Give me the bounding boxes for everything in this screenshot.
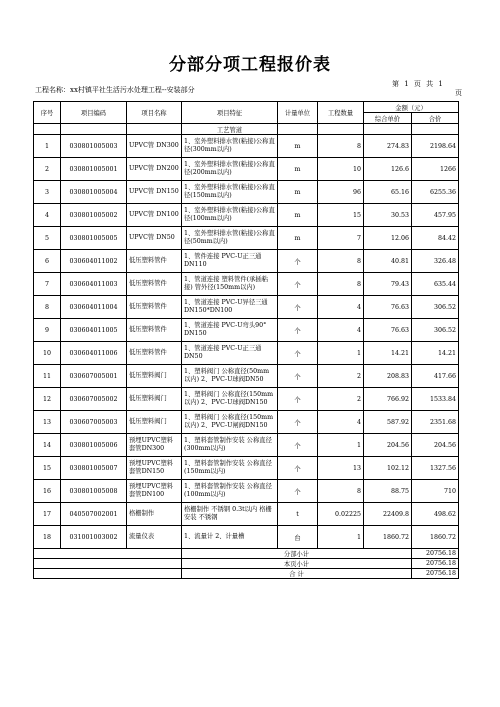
cell-code: 030801005007 xyxy=(61,457,127,480)
cell-total: 326.48 xyxy=(412,250,459,273)
cell-seq: 18 xyxy=(34,526,61,549)
cell-total: 710 xyxy=(412,480,459,503)
table-row xyxy=(34,526,459,549)
cell-unit: 台 xyxy=(278,526,318,549)
header-total: 合价 xyxy=(412,113,459,124)
cell-total: 2351.68 xyxy=(412,411,459,434)
cell-unit-price: 766.92 xyxy=(364,388,412,411)
cell-feature: 1、室外塑料排水管(粘接)公称直径(50mm以内) xyxy=(182,227,278,250)
cell-unit: 个 xyxy=(278,365,318,388)
cell-unit: 个 xyxy=(278,273,318,296)
summary-total: 20756.18 xyxy=(412,549,459,559)
cell-code: 030801005005 xyxy=(61,227,127,250)
cell-seq: 3 xyxy=(34,181,61,204)
cell-qty: 4 xyxy=(318,411,364,434)
table-row xyxy=(34,204,459,227)
cell-unit-price: 208.83 xyxy=(364,365,412,388)
cell-feature: 1、室外塑料排水管(粘接)公称直径(150mm以内) xyxy=(182,181,278,204)
cell-unit-price: 1860.72 xyxy=(364,526,412,549)
cell-code: 030801005002 xyxy=(61,204,127,227)
cell-total: 1533.84 xyxy=(412,388,459,411)
cell-unit: 个 xyxy=(278,480,318,503)
cell-unit-price: 22409.8 xyxy=(364,503,412,526)
cell-unit-price: 274.83 xyxy=(364,135,412,158)
summary-row xyxy=(34,549,459,559)
table-row xyxy=(34,319,459,342)
cell-code: 030604011003 xyxy=(61,273,127,296)
cell-feature: 1、塑料阀门 公称直径(150mm以内) 2、PVC-U闸阀DN150 xyxy=(182,411,278,434)
cell-feature: 1、管道连接 PVC-U异径三通 DN150*DN100 xyxy=(182,296,278,319)
cell-code: 030801005001 xyxy=(61,158,127,181)
cell-total: 6255.36 xyxy=(412,181,459,204)
cell-qty: 2 xyxy=(318,388,364,411)
cell-code: 031001003002 xyxy=(61,526,127,549)
summary-row xyxy=(34,569,459,579)
cell-qty: 8 xyxy=(318,135,364,158)
cell-unit: t xyxy=(278,503,318,526)
cell-code: 030607005001 xyxy=(61,365,127,388)
cell-qty: 4 xyxy=(318,319,364,342)
cell-unit: 个 xyxy=(278,342,318,365)
cell-seq: 2 xyxy=(34,158,61,181)
table-row xyxy=(34,250,459,273)
cell-feature: 1、管道连接 PVC-U正三通DN50 xyxy=(182,342,278,365)
cell-name: 低压塑料管件 xyxy=(127,319,182,342)
cell-total: 635.44 xyxy=(412,273,459,296)
cell-feature: 格栅制作 不锈钢 0.3t以内 格栅安装 不锈钢 xyxy=(182,503,278,526)
cell-unit-price: 88.75 xyxy=(364,480,412,503)
cell-unit-price: 76.63 xyxy=(364,319,412,342)
cell-qty: 1 xyxy=(318,434,364,457)
cell-code: 030604011002 xyxy=(61,250,127,273)
cell-name: UPVC管 DN100 xyxy=(127,204,182,227)
cell-name: 低压塑料管件 xyxy=(127,273,182,296)
cell-seq: 14 xyxy=(34,434,61,457)
cell-unit-price: 126.6 xyxy=(364,158,412,181)
cell-unit: 个 xyxy=(278,250,318,273)
cell-qty: 8 xyxy=(318,480,364,503)
cell-feature: 1、塑料阀门 公称直径(50mm以内) 2、PVC-U球阀DN50 xyxy=(182,365,278,388)
cell-seq: 13 xyxy=(34,411,61,434)
cell-qty: 7 xyxy=(318,227,364,250)
cell-feature: 1、塑料套管制作安装 公称直径(150mm以内) xyxy=(182,457,278,480)
cell-qty: 8 xyxy=(318,273,364,296)
cell-feature: 1、流量计 2、计量槽 xyxy=(182,526,278,549)
page-info-line2: 页 xyxy=(455,89,462,97)
summary-total: 20756.18 xyxy=(412,559,459,569)
cell-seq: 6 xyxy=(34,250,61,273)
summary-label: 分部小计 xyxy=(182,549,412,559)
cell-unit-price: 40.81 xyxy=(364,250,412,273)
cell-code: 030801005003 xyxy=(61,135,127,158)
cell-unit: m xyxy=(278,204,318,227)
summary-label: 本页小计 xyxy=(182,559,412,569)
cell-code: 030604011005 xyxy=(61,319,127,342)
cell-unit: m xyxy=(278,158,318,181)
table-row xyxy=(34,480,459,503)
cell-unit: 个 xyxy=(278,319,318,342)
cell-unit-price: 587.92 xyxy=(364,411,412,434)
summary-total: 20756.18 xyxy=(412,569,459,579)
cell-seq: 10 xyxy=(34,342,61,365)
cell-unit-price: 14.21 xyxy=(364,342,412,365)
cell-feature: 1、管道连接 PVC-U弯头90° DN150 xyxy=(182,319,278,342)
table-row xyxy=(34,342,459,365)
cell-name: UPVC管 DN200 xyxy=(127,158,182,181)
header-seq: 序号 xyxy=(34,102,61,124)
cell-unit-price: 76.63 xyxy=(364,296,412,319)
cell-feature: 1、管道连接 塑料管件(承插粘接) 管外径(150mm以内) xyxy=(182,273,278,296)
cell-total: 417.66 xyxy=(412,365,459,388)
cell-unit-price: 30.53 xyxy=(364,204,412,227)
header-code: 项目编码 xyxy=(61,102,127,124)
project-name: 工程名称：xx村镇平社生活污水处理工程--安装部分 xyxy=(35,86,195,94)
cell-name: 低压塑料管件 xyxy=(127,296,182,319)
cell-unit: 个 xyxy=(278,296,318,319)
table-row xyxy=(34,135,459,158)
cell-unit: 个 xyxy=(278,434,318,457)
cell-unit-price: 12.06 xyxy=(364,227,412,250)
cell-code: 030801005004 xyxy=(61,181,127,204)
cell-unit: m xyxy=(278,181,318,204)
table-row xyxy=(34,388,459,411)
cell-unit: 个 xyxy=(278,388,318,411)
cell-seq: 9 xyxy=(34,319,61,342)
cell-code: 030801005006 xyxy=(61,434,127,457)
cell-unit-price: 65.16 xyxy=(364,181,412,204)
cell-name: 预埋UPVC塑料套管DN150 xyxy=(127,457,182,480)
cell-qty: 1 xyxy=(318,526,364,549)
cell-name: UPVC管 DN150 xyxy=(127,181,182,204)
cell-total: 457.95 xyxy=(412,204,459,227)
cell-unit: 个 xyxy=(278,457,318,480)
cell-total: 306.52 xyxy=(412,296,459,319)
cell-seq: 8 xyxy=(34,296,61,319)
cell-name: UPVC管 DN300 xyxy=(127,135,182,158)
quote-table xyxy=(33,101,459,579)
cell-seq: 12 xyxy=(34,388,61,411)
table-row xyxy=(34,158,459,181)
cell-total: 84.42 xyxy=(412,227,459,250)
cell-total: 204.56 xyxy=(412,434,459,457)
cell-seq: 4 xyxy=(34,204,61,227)
header-name: 项目名称 xyxy=(127,102,182,124)
cell-feature: 1、室外塑料排水管(粘接)公称直径(100mm以内) xyxy=(182,204,278,227)
header-amount: 金额（元） xyxy=(364,102,459,113)
cell-name: 低压塑料阀门 xyxy=(127,388,182,411)
cell-qty: 15 xyxy=(318,204,364,227)
cell-code: 030607005002 xyxy=(61,388,127,411)
table-row xyxy=(34,227,459,250)
page-info-line1: 第 1 页 共 1 xyxy=(392,80,443,88)
cell-unit: m xyxy=(278,227,318,250)
cell-name: 格栅制作 xyxy=(127,503,182,526)
cell-feature: 1、塑料套管制作安装 公称直径(300mm以内) xyxy=(182,434,278,457)
cell-qty: 0.02225 xyxy=(318,503,364,526)
cell-seq: 1 xyxy=(34,135,61,158)
cell-name: 预埋UPVC塑料套管DN300 xyxy=(127,434,182,457)
table-row xyxy=(34,434,459,457)
header-feature: 项目特征 xyxy=(182,102,278,124)
cell-qty: 4 xyxy=(318,296,364,319)
cell-feature: 1、塑料阀门 公称直径(150mm以内) 2、PVC-U球阀DN150 xyxy=(182,388,278,411)
cell-unit-price: 102.12 xyxy=(364,457,412,480)
cell-total: 498.62 xyxy=(412,503,459,526)
cell-total: 1327.56 xyxy=(412,457,459,480)
cell-feature: 1、塑料套管制作安装 公称直径(100mm以内) xyxy=(182,480,278,503)
cell-seq: 15 xyxy=(34,457,61,480)
table-row xyxy=(34,273,459,296)
cell-seq: 17 xyxy=(34,503,61,526)
cell-name: 低压塑料阀门 xyxy=(127,365,182,388)
cell-seq: 7 xyxy=(34,273,61,296)
header-unit-price: 综合单价 xyxy=(364,113,412,124)
cell-qty: 2 xyxy=(318,365,364,388)
cell-code: 030607005003 xyxy=(61,411,127,434)
cell-code: 030801005008 xyxy=(61,480,127,503)
cell-code: 030604011004 xyxy=(61,296,127,319)
cell-qty: 10 xyxy=(318,158,364,181)
cell-unit: m xyxy=(278,135,318,158)
header-qty: 工程数量 xyxy=(318,102,364,124)
page-info xyxy=(392,80,462,98)
table-row xyxy=(34,457,459,480)
cell-qty: 96 xyxy=(318,181,364,204)
cell-unit: 个 xyxy=(278,411,318,434)
cell-seq: 11 xyxy=(34,365,61,388)
summary-row xyxy=(34,559,459,569)
cell-code: 040507002001 xyxy=(61,503,127,526)
cell-name: UPVC管 DN50 xyxy=(127,227,182,250)
cell-feature: 1、室外塑料排水管(粘接)公称直径(300mm以内) xyxy=(182,135,278,158)
table-row xyxy=(34,411,459,434)
table-row xyxy=(34,365,459,388)
cell-total: 1860.72 xyxy=(412,526,459,549)
cell-qty: 1 xyxy=(318,342,364,365)
summary-label: 合 计 xyxy=(182,569,412,579)
table-row xyxy=(34,296,459,319)
section-title: 工艺管道 xyxy=(182,124,278,135)
cell-name: 流量仪表 xyxy=(127,526,182,549)
cell-feature: 1、管件连接 PVC-U正三通DN110 xyxy=(182,250,278,273)
header-unit: 计量单位 xyxy=(278,102,318,124)
cell-seq: 16 xyxy=(34,480,61,503)
cell-unit-price: 204.56 xyxy=(364,434,412,457)
cell-total: 306.52 xyxy=(412,319,459,342)
page-title: 分部分项工程报价表 xyxy=(169,55,331,75)
cell-total: 2198.64 xyxy=(412,135,459,158)
cell-name: 低压塑料阀门 xyxy=(127,411,182,434)
cell-name: 低压塑料管件 xyxy=(127,342,182,365)
cell-total: 14.21 xyxy=(412,342,459,365)
cell-name: 低压塑料管件 xyxy=(127,250,182,273)
cell-feature: 1、室外塑料排水管(粘接)公称直径(200mm以内) xyxy=(182,158,278,181)
cell-qty: 13 xyxy=(318,457,364,480)
cell-unit-price: 79.43 xyxy=(364,273,412,296)
cell-name: 预埋UPVC塑料套管DN100 xyxy=(127,480,182,503)
cell-total: 1266 xyxy=(412,158,459,181)
cell-qty: 8 xyxy=(318,250,364,273)
cell-code: 030604011006 xyxy=(61,342,127,365)
table-row xyxy=(34,181,459,204)
table-row xyxy=(34,503,459,526)
cell-seq: 5 xyxy=(34,227,61,250)
